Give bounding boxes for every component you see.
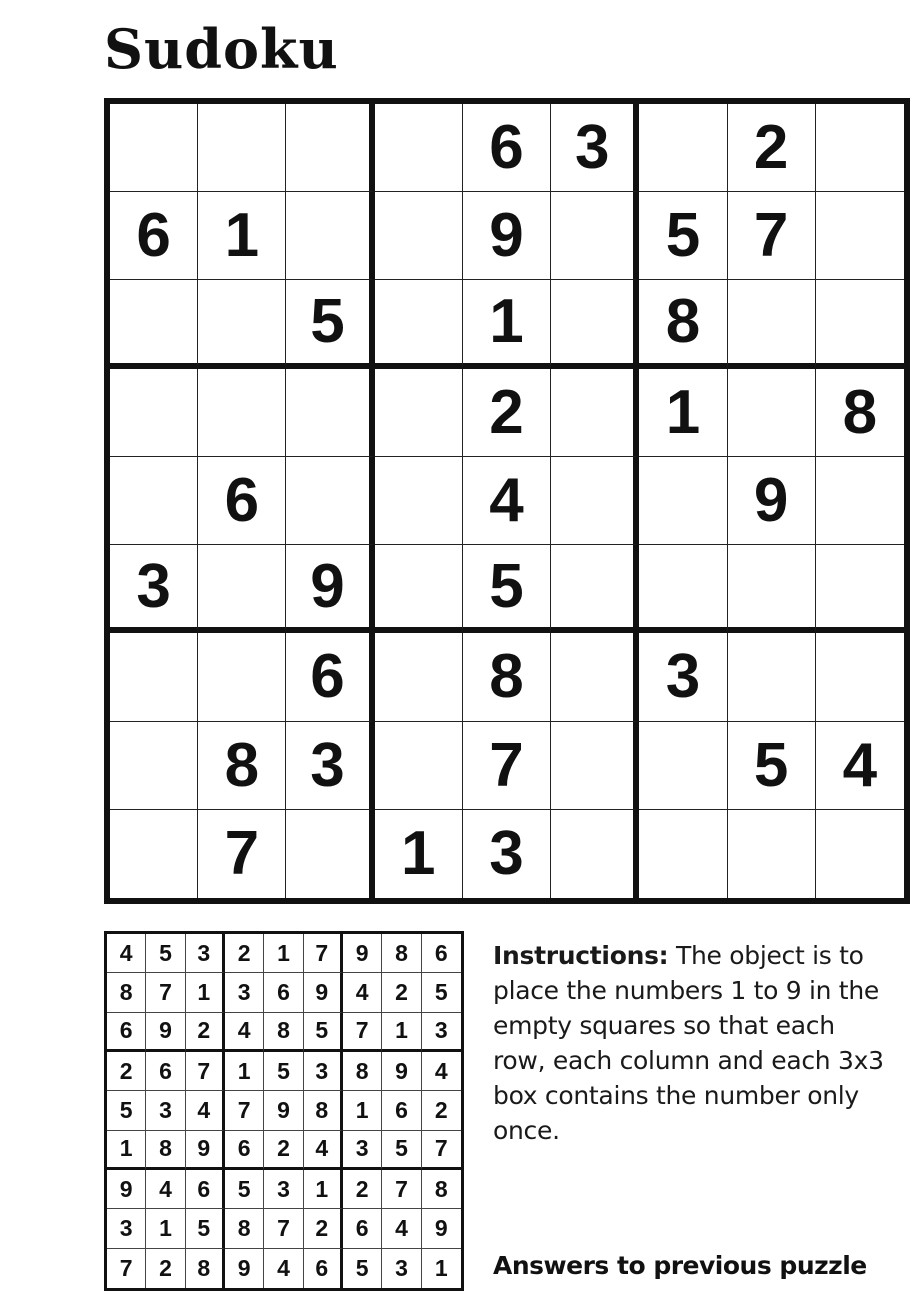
- answer-cell: 6: [107, 1013, 146, 1052]
- answer-cell: 9: [343, 934, 382, 973]
- sudoku-cell[interactable]: [375, 104, 463, 192]
- answer-cell: 5: [422, 973, 461, 1012]
- answer-cell: 7: [382, 1170, 421, 1209]
- sudoku-cell[interactable]: [551, 633, 639, 721]
- answer-cell: 1: [225, 1052, 264, 1091]
- sudoku-cell[interactable]: [198, 104, 286, 192]
- answer-cell: 1: [304, 1170, 343, 1209]
- answer-cell: 8: [107, 973, 146, 1012]
- answer-cell: 2: [146, 1249, 185, 1288]
- sudoku-cell[interactable]: [375, 633, 463, 721]
- answer-cell: 7: [343, 1013, 382, 1052]
- sudoku-cell[interactable]: [639, 545, 727, 633]
- answer-cell: 4: [264, 1249, 303, 1288]
- sudoku-cell[interactable]: [551, 192, 639, 280]
- sudoku-cell[interactable]: 6: [463, 104, 551, 192]
- answers-caption: Answers to previous puzzle: [493, 1251, 867, 1280]
- sudoku-cell[interactable]: [728, 369, 816, 457]
- sudoku-cell[interactable]: [198, 369, 286, 457]
- sudoku-cell[interactable]: [375, 545, 463, 633]
- answer-cell: 1: [264, 934, 303, 973]
- sudoku-cell[interactable]: [816, 192, 904, 280]
- answer-cell: 8: [186, 1249, 225, 1288]
- instructions: [493, 938, 893, 1148]
- answer-cell: 7: [304, 934, 343, 973]
- sudoku-cell[interactable]: 3: [110, 545, 198, 633]
- sudoku-cell[interactable]: [375, 192, 463, 280]
- sudoku-cell[interactable]: [816, 280, 904, 368]
- sudoku-cell[interactable]: 8: [198, 722, 286, 810]
- sudoku-cell[interactable]: 7: [198, 810, 286, 898]
- sudoku-cell[interactable]: [110, 810, 198, 898]
- answer-cell: 3: [304, 1052, 343, 1091]
- sudoku-cell[interactable]: 4: [463, 457, 551, 545]
- answer-cell: 1: [382, 1013, 421, 1052]
- answer-cell: 7: [186, 1052, 225, 1091]
- sudoku-cell[interactable]: 7: [463, 722, 551, 810]
- sudoku-cell[interactable]: [286, 192, 374, 280]
- answer-cell: 9: [382, 1052, 421, 1091]
- sudoku-cell[interactable]: [551, 369, 639, 457]
- answer-cell: 4: [343, 973, 382, 1012]
- sudoku-cell[interactable]: 6: [110, 192, 198, 280]
- answer-cell: 8: [422, 1170, 461, 1209]
- sudoku-cell[interactable]: 4: [816, 722, 904, 810]
- answer-cell: 7: [422, 1131, 461, 1170]
- answer-cell: 6: [304, 1249, 343, 1288]
- sudoku-cell[interactable]: 6: [198, 457, 286, 545]
- sudoku-cell[interactable]: 2: [463, 369, 551, 457]
- sudoku-cell[interactable]: [198, 633, 286, 721]
- answer-cell: 2: [225, 934, 264, 973]
- answer-cell: 2: [264, 1131, 303, 1170]
- sudoku-cell[interactable]: [375, 457, 463, 545]
- answer-cell: 9: [146, 1013, 185, 1052]
- sudoku-cell[interactable]: 1: [463, 280, 551, 368]
- answer-cell: 6: [225, 1131, 264, 1170]
- sudoku-cell[interactable]: [110, 369, 198, 457]
- answer-cell: 6: [264, 973, 303, 1012]
- sudoku-cell[interactable]: 3: [639, 633, 727, 721]
- answer-cell: 1: [434, 1254, 448, 1281]
- sudoku-cell[interactable]: [551, 457, 639, 545]
- answer-cell: 5: [304, 1013, 343, 1052]
- sudoku-cell[interactable]: [286, 104, 374, 192]
- sudoku-cell[interactable]: [286, 369, 374, 457]
- answer-cell: 5: [146, 934, 185, 973]
- answer-cell: 8: [264, 1013, 303, 1052]
- answer-cell: 2: [186, 1013, 225, 1052]
- answer-cell: 9: [304, 973, 343, 1012]
- answer-cell: 5: [264, 1052, 303, 1091]
- answer-cell: 6: [343, 1209, 382, 1248]
- sudoku-cell[interactable]: [728, 545, 816, 633]
- sudoku-cell[interactable]: 1: [375, 810, 463, 898]
- answer-cell: 6: [382, 1091, 421, 1130]
- answer-cell: 3: [225, 973, 264, 1012]
- sudoku-cell[interactable]: 7: [728, 192, 816, 280]
- sudoku-cell[interactable]: [639, 104, 727, 192]
- answer-cell: 5: [107, 1091, 146, 1130]
- answer-cell: 6: [422, 934, 461, 973]
- answer-cell: 8: [304, 1091, 343, 1130]
- answer-cell: 8: [343, 1052, 382, 1091]
- sudoku-cell[interactable]: [198, 280, 286, 368]
- sudoku-cell[interactable]: [816, 104, 904, 192]
- answer-cell: 5: [382, 1131, 421, 1170]
- answers-grid: [104, 931, 464, 1291]
- answer-cell: 4: [422, 1052, 461, 1091]
- answer-cell: 3: [422, 1013, 461, 1052]
- sudoku-cell[interactable]: [816, 457, 904, 545]
- answer-cell: 2: [107, 1052, 146, 1091]
- sudoku-cell[interactable]: 5: [728, 722, 816, 810]
- sudoku-cell[interactable]: [551, 280, 639, 368]
- sudoku-cell[interactable]: [728, 280, 816, 368]
- sudoku-cell[interactable]: 3: [463, 810, 551, 898]
- sudoku-grid: [104, 98, 910, 904]
- sudoku-cell[interactable]: [198, 545, 286, 633]
- sudoku-cell[interactable]: [286, 457, 374, 545]
- sudoku-cell[interactable]: 3: [286, 722, 374, 810]
- answer-cell: 9: [186, 1131, 225, 1170]
- answer-cell: 1: [146, 1209, 185, 1248]
- sudoku-cell[interactable]: [639, 722, 727, 810]
- sudoku-cell[interactable]: 8: [816, 369, 904, 457]
- sudoku-cell[interactable]: [110, 280, 198, 368]
- answer-cell: 2: [382, 973, 421, 1012]
- answer-cell: 4: [186, 1091, 225, 1130]
- answer-cell: 4: [382, 1209, 421, 1248]
- sudoku-cell[interactable]: 1: [198, 192, 286, 280]
- answer-cell: 8: [382, 934, 421, 973]
- answer-cell: 7: [225, 1091, 264, 1130]
- answer-cell: 9: [225, 1249, 264, 1288]
- answer-cell: 8: [225, 1209, 264, 1248]
- sudoku-cell[interactable]: 9: [286, 545, 374, 633]
- answer-cell: 9: [422, 1209, 461, 1248]
- sudoku-cell[interactable]: 9: [463, 192, 551, 280]
- puzzle-title: Sudoku: [104, 17, 339, 81]
- answer-cell: 7: [146, 973, 185, 1012]
- sudoku-cell[interactable]: [110, 722, 198, 810]
- sudoku-cell[interactable]: 5: [286, 280, 374, 368]
- sudoku-cell[interactable]: 5: [463, 545, 551, 633]
- sudoku-cell[interactable]: [375, 369, 463, 457]
- sudoku-cell[interactable]: 9: [728, 457, 816, 545]
- answer-cell: 8: [146, 1131, 185, 1170]
- answer-cell: 3: [343, 1131, 382, 1170]
- answer-cell: 2: [422, 1091, 461, 1130]
- sudoku-cell[interactable]: 6: [286, 633, 374, 721]
- sudoku-cell[interactable]: [110, 633, 198, 721]
- answer-cell: 5: [225, 1170, 264, 1209]
- sudoku-cell[interactable]: [816, 633, 904, 721]
- answer-cell: 3: [186, 934, 225, 973]
- answer-cell: 6: [186, 1170, 225, 1209]
- sudoku-cell[interactable]: [110, 457, 198, 545]
- answer-cell: 1: [343, 1091, 382, 1130]
- sudoku-cell[interactable]: [551, 545, 639, 633]
- answer-cell: 5: [186, 1209, 225, 1248]
- instructions-label: Instructions:: [493, 941, 669, 970]
- answer-cell: 2: [304, 1209, 343, 1248]
- sudoku-cell[interactable]: [375, 722, 463, 810]
- sudoku-cell[interactable]: 5: [639, 192, 727, 280]
- sudoku-cell[interactable]: [551, 722, 639, 810]
- sudoku-cell[interactable]: [286, 810, 374, 898]
- sudoku-cell[interactable]: [639, 457, 727, 545]
- answer-cell: 5: [343, 1249, 382, 1288]
- answer-cell: 7: [107, 1249, 146, 1288]
- answer-cell: 1: [107, 1131, 146, 1170]
- answer-cell: 3: [146, 1091, 185, 1130]
- sudoku-cell[interactable]: [375, 280, 463, 368]
- answer-cell: 2: [343, 1170, 382, 1209]
- sudoku-cell[interactable]: [816, 810, 904, 898]
- instructions-text: The object is to place the numbers 1 to 9 in the empty squares so that each row, each column and each 3x3 box contains the number only once.: [493, 941, 884, 1145]
- sudoku-cell[interactable]: 8: [463, 633, 551, 721]
- answer-cell: 3: [264, 1170, 303, 1209]
- answer-cell: 3: [382, 1249, 421, 1288]
- answer-cell: 4: [304, 1131, 343, 1170]
- answer-cell: 4: [107, 934, 146, 973]
- sudoku-cell[interactable]: [551, 810, 639, 898]
- answer-cell: 6: [146, 1052, 185, 1091]
- sudoku-cell[interactable]: [110, 104, 198, 192]
- answer-cell: 1: [186, 973, 225, 1012]
- sudoku-cell[interactable]: [639, 810, 727, 898]
- sudoku-cell[interactable]: [728, 810, 816, 898]
- answer-cell: 3: [107, 1209, 146, 1248]
- answer-cell: 7: [264, 1209, 303, 1248]
- sudoku-cell[interactable]: 8: [639, 280, 727, 368]
- answer-cell: 9: [107, 1170, 146, 1209]
- sudoku-cell[interactable]: 1: [639, 369, 727, 457]
- sudoku-cell[interactable]: [816, 545, 904, 633]
- answer-cell: 4: [146, 1170, 185, 1209]
- sudoku-cell[interactable]: 2: [728, 104, 816, 192]
- sudoku-cell[interactable]: [728, 633, 816, 721]
- answer-cell: 9: [264, 1091, 303, 1130]
- sudoku-cell[interactable]: 3: [551, 104, 639, 192]
- answer-cell: 4: [225, 1013, 264, 1052]
